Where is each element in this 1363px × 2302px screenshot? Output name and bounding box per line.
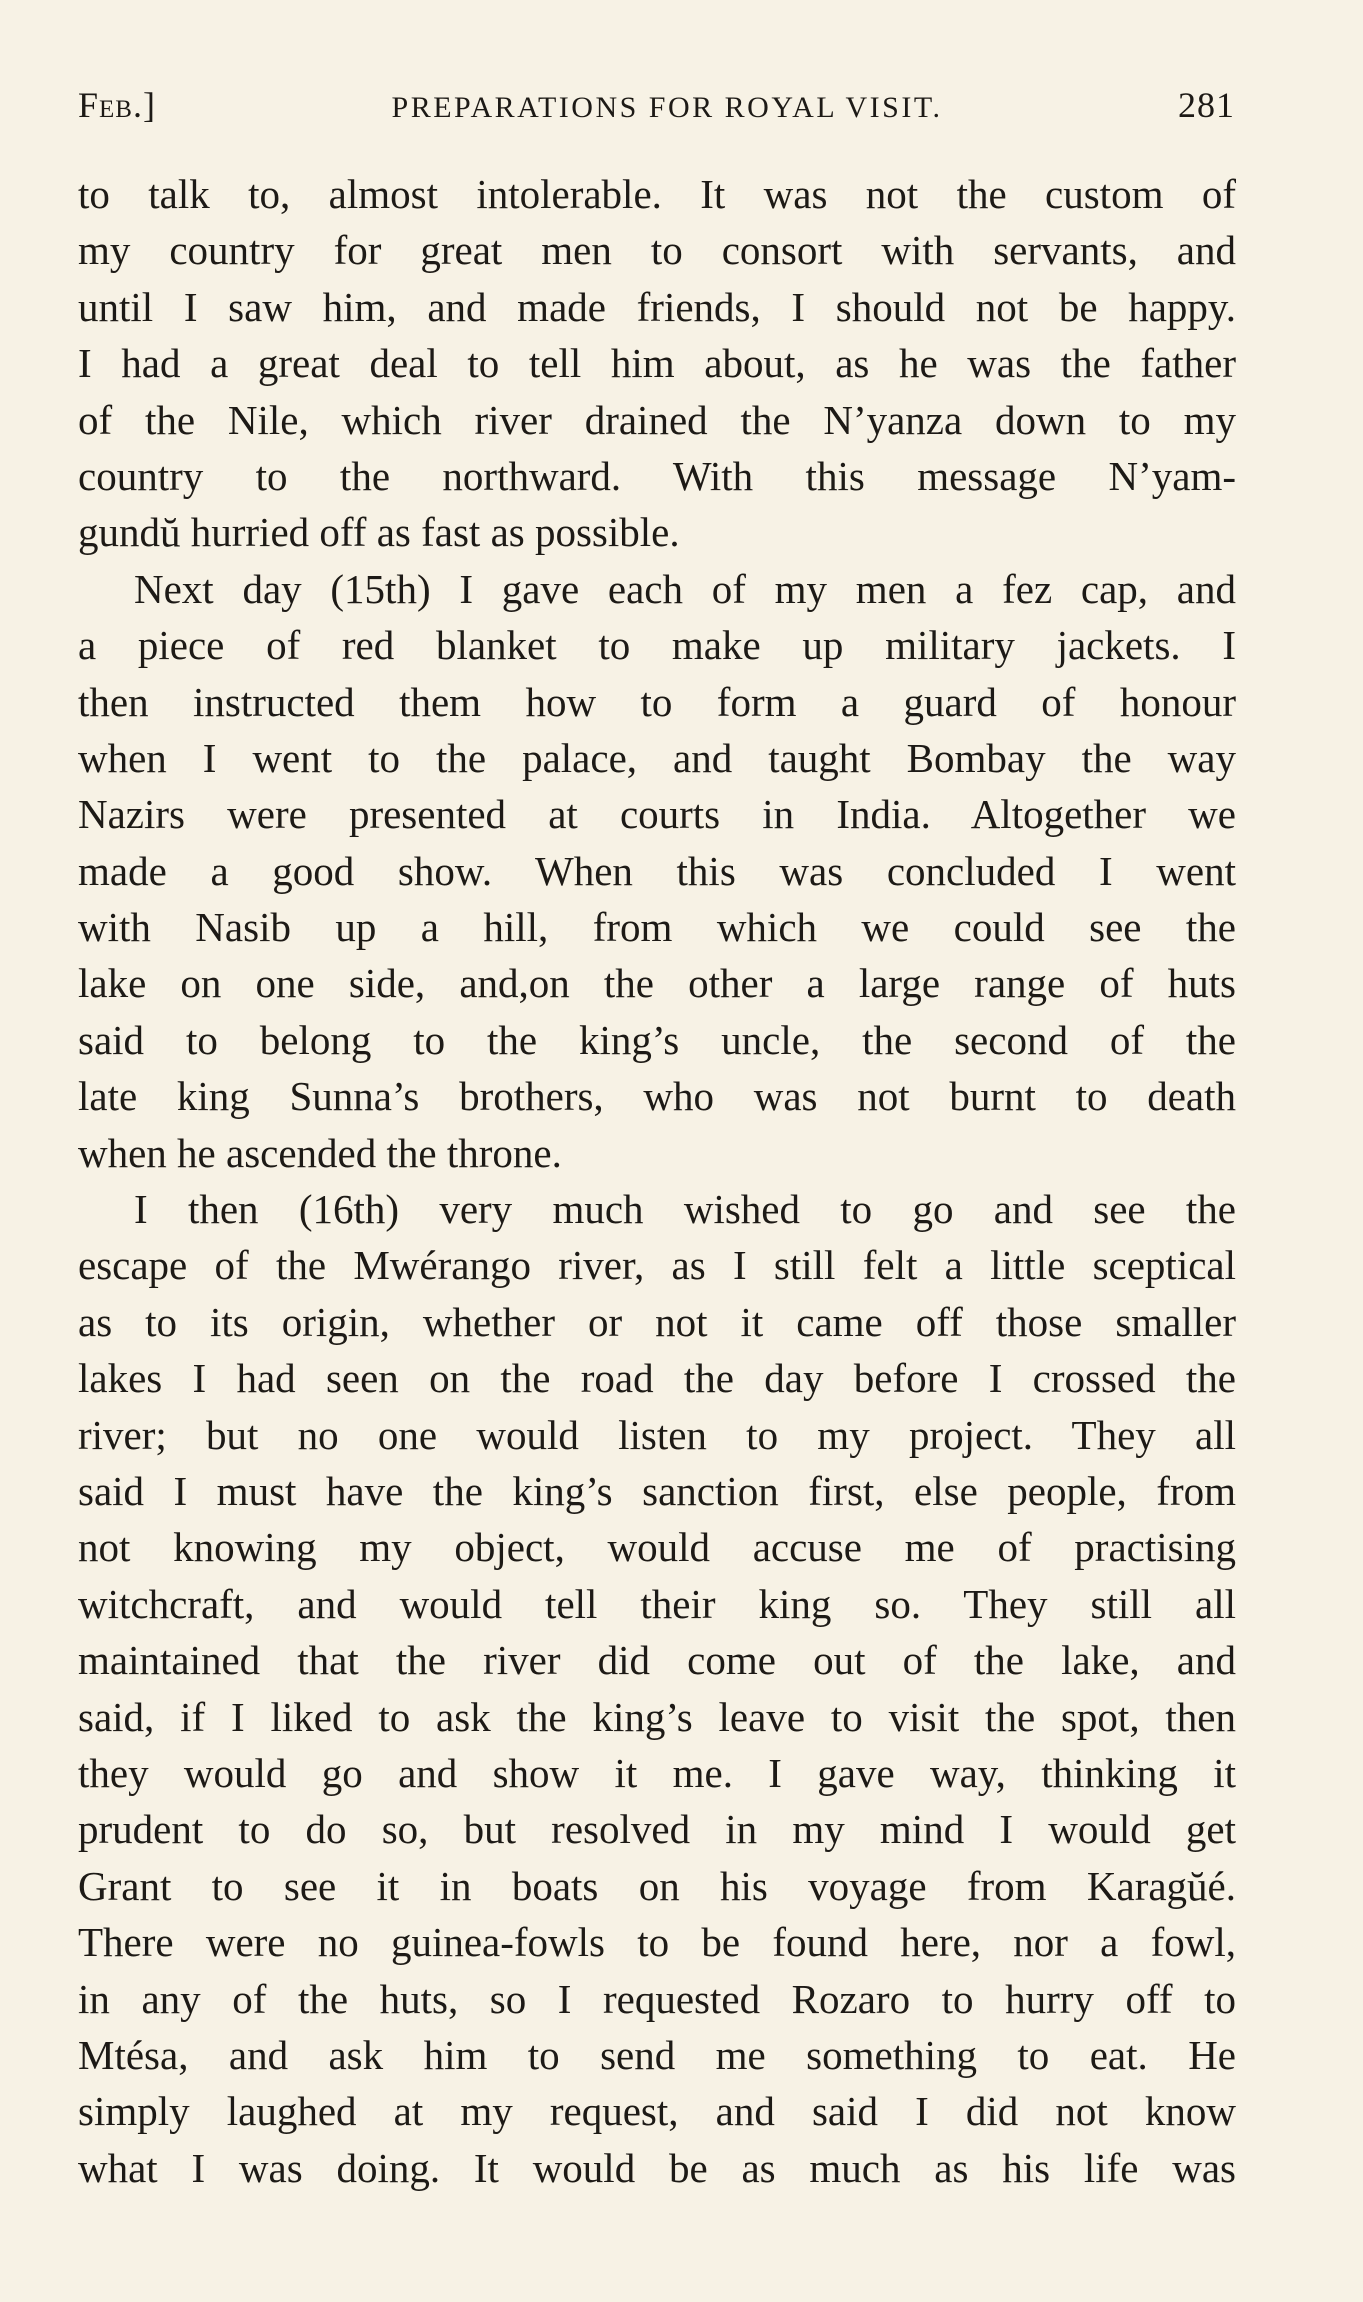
text-line: lakes I had seen on the road the day before I crossed the [78,1355,1236,1402]
text-line: as to its origin, whether or not it came off those smaller [78,1298,1236,1345]
running-head [78,84,1235,134]
text-line: my country for great men to consort with servants, and [78,227,1236,274]
text-line: they would go and show it me. I gave way, thinking it [78,1749,1236,1796]
text-line: There were no guinea-fowls to be found here, nor a fowl, [78,1919,1236,1966]
text-line: Mtésa, and ask him to send me something to eat. He [78,2031,1236,2078]
body-text [78,166,1236,2196]
text-line: in any of the huts, so I requested Rozaro to hurry off to [78,1975,1236,2022]
text-line: Nazirs were presented at courts in India. Altogether we [78,791,1236,838]
text-line: with Nasib up a hill, from which we could see the [78,904,1236,951]
text-line: river; but no one would listen to my project. They all [78,1411,1236,1458]
text-line: not knowing my object, would accuse me of practising [78,1524,1236,1571]
text-line: escape of the Mwérango river, as I still felt a little sceptical [78,1242,1236,1289]
text-line: made a good show. When this was concluded I went [78,847,1236,894]
paragraph-first-line: I then (16th) very much wished to go and see the [134,1186,1236,1233]
text-line: I had a great deal to tell him about, as he was the father [78,340,1236,387]
text-line: said I must have the king’s sanction first, else people, from [78,1467,1236,1514]
text-line: country to the northward. With this message N’yam- [78,452,1236,499]
paragraph-first-line: Next day (15th) I gave each of my men a fez cap, and [134,565,1236,612]
text-line: what I was doing. It would be as much as his life was [78,2144,1236,2191]
text-line: of the Nile, which river drained the N’yanza down to my [78,396,1236,443]
text-line: when I went to the palace, and taught Bombay the way [78,734,1236,781]
text-line: Grant to see it in boats on his voyage from Karagŭé. [78,1862,1236,1909]
text-line: late king Sunna’s brothers, who was not burnt to death [78,1073,1236,1120]
text-line: said to belong to the king’s uncle, the second of the [78,1016,1236,1063]
text-line: until I saw him, and made friends, I should not be happy. [78,283,1236,330]
text-line: maintained that the river did come out of the lake, and [78,1637,1236,1684]
text-line: then instructed them how to form a guard of honour [78,678,1236,725]
text-line: said, if I liked to ask the king’s leave to visit the spot, then [78,1693,1236,1740]
text-line: a piece of red blanket to make up military jackets. I [78,622,1236,669]
text-line: simply laughed at my request, and said I did not know [78,2088,1236,2135]
page-number: 281 [1178,85,1235,125]
text-line: to talk to, almost intolerable. It was not the custom of [78,171,1236,217]
text-line: lake on one side, and,on the other a large range of huts [78,960,1236,1007]
text-line: prudent to do so, but resolved in my mind I would get [78,1806,1236,1853]
header-month: Feb.] [78,85,156,125]
text-line: when he ascended the throne. [78,1129,562,1176]
text-line: gundŭ hurried off as fast as possible. [78,509,680,556]
text-line: witchcraft, and would tell their king so. They still all [78,1580,1236,1627]
header-title: PREPARATIONS FOR ROYAL VISIT. [391,91,943,124]
